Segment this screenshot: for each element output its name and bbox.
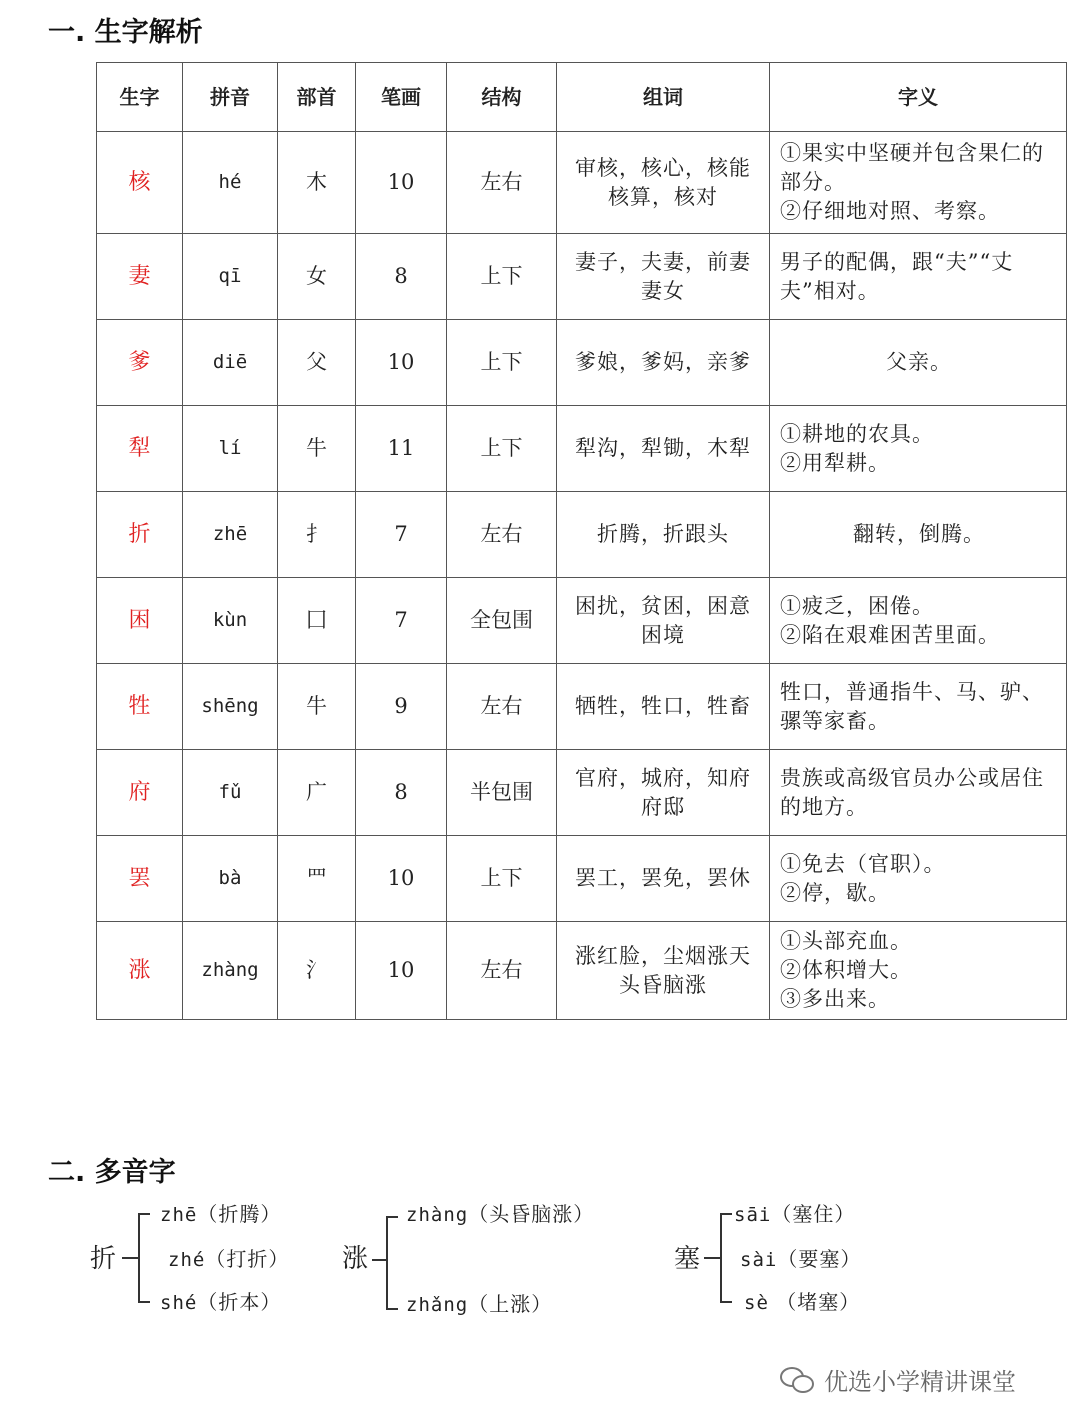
header-pinyin: 拼音 — [183, 63, 278, 132]
words-cell — [557, 492, 770, 578]
header-structure: 结构 — [447, 63, 557, 132]
words-cell — [557, 234, 770, 320]
polyphone-char: 塞 — [674, 1244, 701, 1274]
structure-cell: 半包围 — [447, 750, 557, 836]
char-cell: 牲 — [97, 664, 183, 750]
meaning-cell — [770, 578, 1067, 664]
pinyin-cell: diē — [183, 320, 278, 406]
polyphone-reading: zhē（折腾） — [160, 1202, 282, 1226]
meaning-line: 贵族或高级官员办公或居住的地方。 — [780, 765, 1044, 819]
meaning-line: ②用犁耕。 — [780, 450, 890, 475]
words-cell — [557, 406, 770, 492]
polyphone-reading: zhàng（头昏脑涨） — [406, 1202, 595, 1226]
radical-cell: 扌 — [278, 492, 356, 578]
words-cell — [557, 922, 770, 1020]
pinyin-cell: hé — [183, 132, 278, 234]
char-cell: 爹 — [97, 320, 183, 406]
radical-cell: 罒 — [278, 836, 356, 922]
polyphone-reading: sài（要塞） — [740, 1247, 862, 1271]
meaning-line: ②仔细地对照、考察。 — [780, 199, 1000, 223]
char-cell: 折 — [97, 492, 183, 578]
char-cell: 核 — [97, 132, 183, 234]
strokes-cell: 7 — [356, 578, 447, 664]
meaning-cell — [770, 234, 1067, 320]
polyphone-reading: sè （堵塞） — [744, 1290, 861, 1314]
strokes-cell: 7 — [356, 492, 447, 578]
table-row — [97, 578, 1067, 664]
meaning-cell — [770, 750, 1067, 836]
table-row — [97, 320, 1067, 406]
words-cell — [557, 132, 770, 234]
section-title-polyphones: 二. 多音字 — [48, 1157, 176, 1188]
word-line: 府邸 — [641, 794, 685, 819]
header-char: 生字 — [97, 63, 183, 132]
meaning-cell — [770, 132, 1067, 234]
char-cell: 困 — [97, 578, 183, 664]
meaning-cell — [770, 406, 1067, 492]
table-row — [97, 664, 1067, 750]
pinyin-cell: zhàng — [183, 922, 278, 1020]
word-line: 头昏脑涨 — [619, 972, 707, 997]
strokes-cell: 8 — [356, 234, 447, 320]
table-row — [97, 492, 1067, 578]
word-line: 核算，核对 — [608, 184, 718, 209]
pinyin-cell: bà — [183, 836, 278, 922]
word-line: 涨红脸，尘烟涨天 — [575, 943, 751, 968]
strokes-cell: 10 — [356, 132, 447, 234]
meaning-line: 男子的配偶，跟“夫”“丈夫”相对。 — [780, 249, 1014, 303]
header-meaning: 字义 — [770, 63, 1067, 132]
meaning-line: ②停，歇。 — [780, 880, 890, 905]
word-line: 折腾，折跟头 — [597, 522, 729, 546]
strokes-cell: 8 — [356, 750, 447, 836]
char-cell: 府 — [97, 750, 183, 836]
strokes-cell: 11 — [356, 406, 447, 492]
polyphone-reading: zhǎng（上涨） — [406, 1292, 553, 1316]
strokes-cell: 10 — [356, 836, 447, 922]
meaning-line: 翻转，倒腾。 — [853, 522, 985, 546]
meaning-line: ①耕地的农具。 — [780, 421, 934, 446]
strokes-cell: 10 — [356, 922, 447, 1020]
table-row — [97, 234, 1067, 320]
radical-cell: 女 — [278, 234, 356, 320]
table-row — [97, 406, 1067, 492]
meaning-cell — [770, 664, 1067, 750]
header-radical: 部首 — [278, 63, 356, 132]
radical-cell: 木 — [278, 132, 356, 234]
polyphone-reading: sāi（塞住） — [734, 1202, 856, 1226]
watermark — [780, 1362, 1016, 1397]
meaning-line: 父亲。 — [886, 350, 952, 374]
structure-cell: 全包围 — [447, 578, 557, 664]
meaning-cell — [770, 922, 1067, 1020]
table-row — [97, 836, 1067, 922]
char-cell: 涨 — [97, 922, 183, 1020]
radical-cell: 广 — [278, 750, 356, 836]
pinyin-cell: zhē — [183, 492, 278, 578]
meaning-cell — [770, 320, 1067, 406]
meaning-line: ①免去（官职）。 — [780, 851, 946, 876]
table-row — [97, 922, 1067, 1020]
radical-cell: 氵 — [278, 922, 356, 1020]
strokes-cell: 10 — [356, 320, 447, 406]
words-cell — [557, 750, 770, 836]
word-line: 妻女 — [641, 278, 685, 303]
words-cell — [557, 836, 770, 922]
vocab-table — [96, 62, 1067, 1020]
pinyin-cell: fǔ — [183, 750, 278, 836]
word-line: 妻子，夫妻，前妻 — [575, 249, 751, 274]
radical-cell: 父 — [278, 320, 356, 406]
section-title-vocab: 一. 生字解析 — [48, 17, 203, 48]
meaning-line: ①疲乏，困倦。 — [780, 593, 934, 618]
meaning-line: ①头部充血。 — [780, 929, 912, 953]
words-cell — [557, 664, 770, 750]
word-line: 困境 — [641, 622, 685, 647]
polyphone-char: 折 — [90, 1244, 117, 1274]
radical-cell: 牛 — [278, 664, 356, 750]
wechat-icon — [780, 1367, 814, 1393]
pinyin-cell: lí — [183, 406, 278, 492]
meaning-line: ③多出来。 — [780, 987, 890, 1011]
strokes-cell: 9 — [356, 664, 447, 750]
meaning-line: ②体积增大。 — [780, 958, 912, 982]
word-line: 官府，城府，知府 — [575, 765, 751, 790]
word-line: 困扰，贫困，困意 — [575, 593, 751, 618]
structure-cell: 左右 — [447, 492, 557, 578]
structure-cell: 上下 — [447, 836, 557, 922]
word-line: 犁沟，犁锄，木犁 — [575, 436, 751, 460]
radical-cell: 牛 — [278, 406, 356, 492]
pinyin-cell: shēng — [183, 664, 278, 750]
word-line: 罢工，罢免，罢休 — [575, 866, 751, 890]
structure-cell: 上下 — [447, 406, 557, 492]
pinyin-cell: qī — [183, 234, 278, 320]
char-cell: 罢 — [97, 836, 183, 922]
header-words: 组词 — [557, 63, 770, 132]
structure-cell: 左右 — [447, 664, 557, 750]
watermark-text: 优选小学精讲课堂 — [824, 1368, 1016, 1396]
structure-cell: 左右 — [447, 132, 557, 234]
polyphone-reading: zhé（打折） — [168, 1247, 290, 1271]
meaning-line: 牲口，普通指牛、马、驴、骡等家畜。 — [780, 679, 1044, 733]
structure-cell: 上下 — [447, 234, 557, 320]
meaning-line: ②陷在艰难困苦里面。 — [780, 622, 1000, 647]
word-line: 爹娘，爹妈，亲爹 — [575, 350, 751, 374]
radical-cell: 囗 — [278, 578, 356, 664]
pinyin-cell: kùn — [183, 578, 278, 664]
structure-cell: 左右 — [447, 922, 557, 1020]
polyphone-char: 涨 — [342, 1244, 369, 1274]
table-header-row — [97, 63, 1067, 132]
meaning-line: ①果实中坚硬并包含果仁的部分。 — [780, 141, 1044, 194]
word-line: 审核，核心，核能 — [575, 155, 751, 180]
words-cell — [557, 578, 770, 664]
polyphone-reading: shé（折本） — [160, 1290, 282, 1314]
header-strokes: 笔画 — [356, 63, 447, 132]
char-cell: 犁 — [97, 406, 183, 492]
table-row — [97, 132, 1067, 234]
word-line: 牺牲，牲口，牲畜 — [575, 694, 751, 718]
words-cell — [557, 320, 770, 406]
meaning-cell — [770, 836, 1067, 922]
structure-cell: 上下 — [447, 320, 557, 406]
char-cell: 妻 — [97, 234, 183, 320]
table-row — [97, 750, 1067, 836]
meaning-cell — [770, 492, 1067, 578]
